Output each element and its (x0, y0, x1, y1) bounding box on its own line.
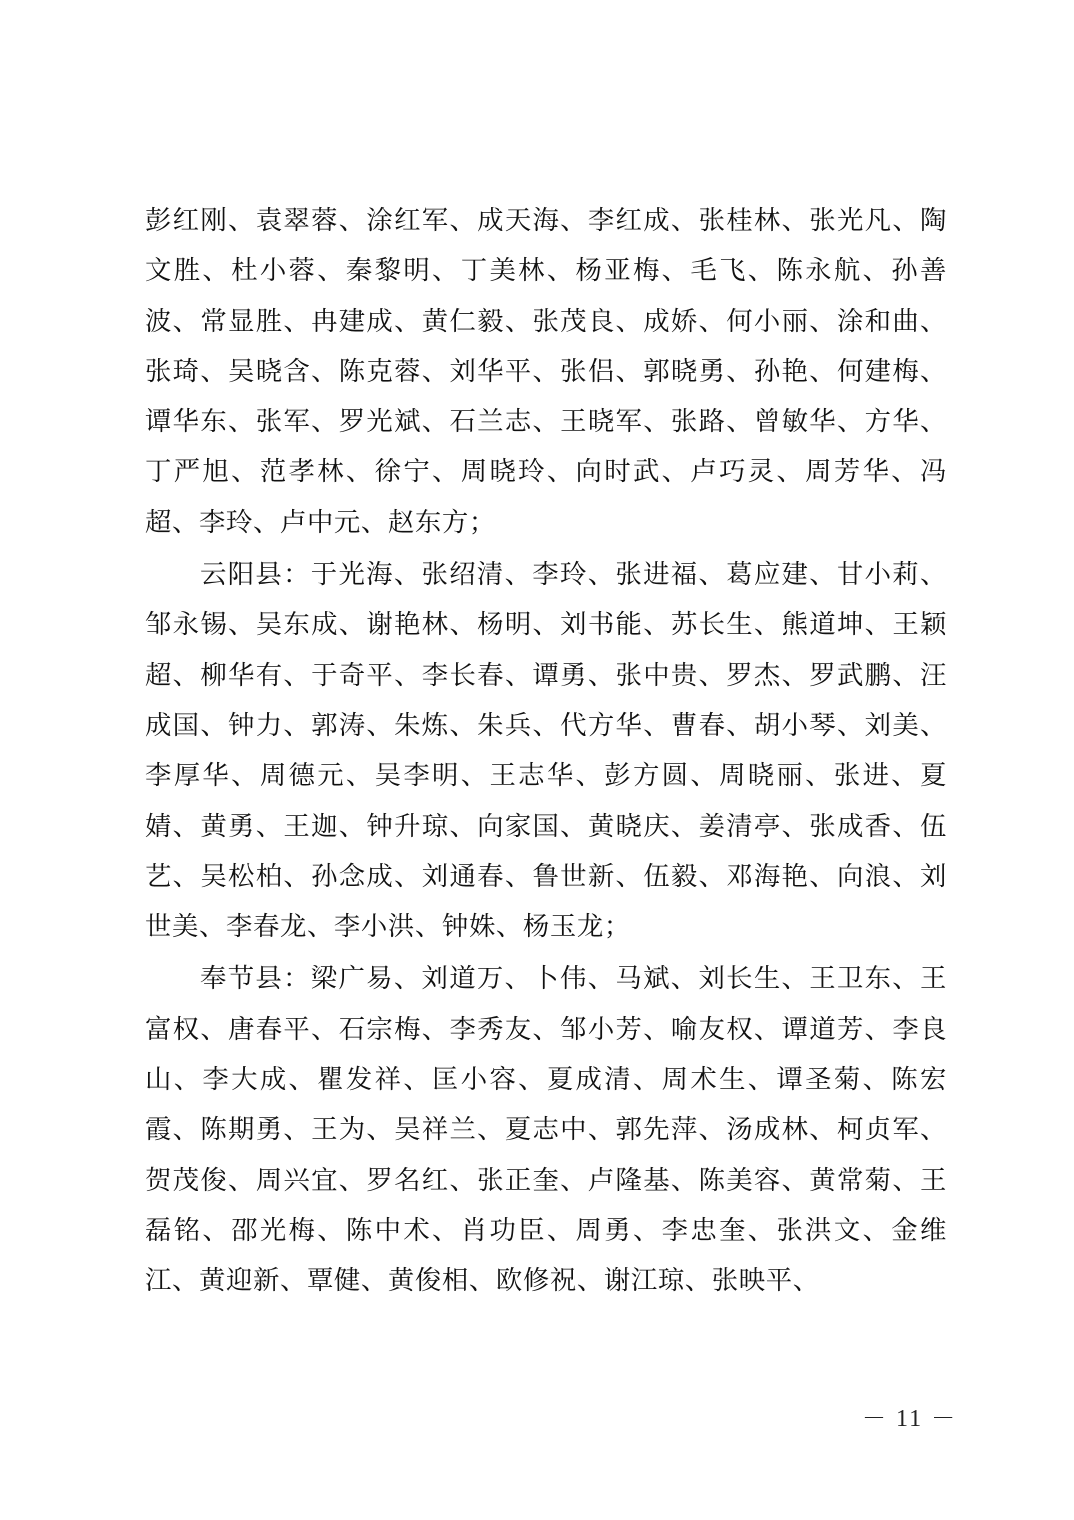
document-body (145, 196, 947, 1307)
page-number: － 11 － (862, 1406, 958, 1432)
name-list-paragraph-continued: 彭红刚、袁翠蓉、涂红军、成天海、李红成、张桂林、张光凡、陶文胜、杜小蓉、秦黎明、丁美林、杨亚梅、毛飞、陈永航、孙善波、常显胜、冉建成、黄仁毅、张茂良、成娇、何小丽、涂和曲、张琦、吴晓含、陈克蓉、刘华平、张侣、郭晓勇、孙艳、何建梅、谭华东、张军、罗光斌、石兰志、王晓军、张路、曾敏华、方华、丁严旭、范孝林、徐宁、周晓玲、向时武、卢巧灵、周芳华、冯超、李玲、卢中元、赵东方； (145, 205, 947, 538)
name-list-paragraph-yunyang: 云阳县：于光海、张绍清、李玲、张进福、葛应建、甘小莉、邹永锡、吴东成、谢艳林、杨明、刘书能、苏长生、熊道坤、王颖超、柳华有、于奇平、李长春、谭勇、张中贵、罗杰、罗武鹏、汪成国、钟力、郭涛、朱炼、朱兵、代方华、曹春、胡小琴、刘美、李厚华、周德元、吴李明、王志华、彭方圆、周晓丽、张进、夏婧、黄勇、王迦、钟升琼、向家国、黄晓庆、姜清亭、张成香、伍艺、吴松柏、孙念成、刘通春、鲁世新、伍毅、邓海艳、向浪、刘世美、李春龙、李小洪、钟姝、杨玉龙； (145, 559, 947, 943)
name-list-paragraph-fengjie: 奉节县：梁广易、刘道万、卜伟、马斌、刘长生、王卫东、王富权、唐春平、石宗梅、李秀友、邹小芳、喻友权、谭道芳、李良山、李大成、瞿发祥、匡小容、夏成清、周术生、谭圣菊、陈宏霞、陈期勇、王为、吴祥兰、夏志中、郭先萍、汤成林、柯贞军、贺茂俊、周兴宜、罗名红、张正奎、卢隆基、陈美容、黄常菊、王磊铭、邵光梅、陈中术、肖功臣、周勇、李忠奎、张洪文、金维江、黄迎新、覃健、黄俊相、欧修祝、谢江琼、张映平、 (145, 963, 947, 1297)
